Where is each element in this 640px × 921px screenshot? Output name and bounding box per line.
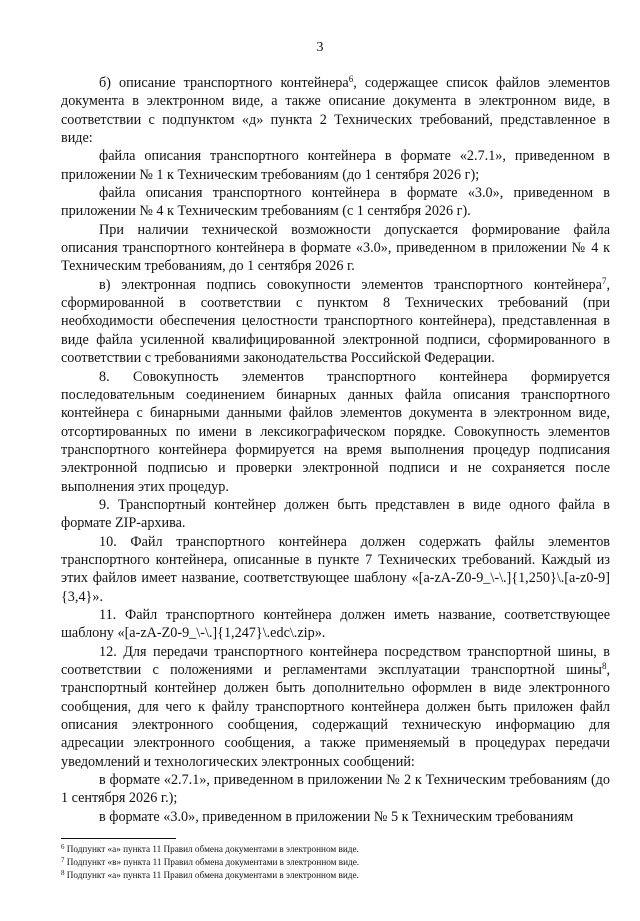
footnotes [61,843,610,882]
paragraph-9: 11. Файл транспортного контейнера должен иметь название, соответствующее шаблону «[a-zA-Z0-9_\-\.]{1,247}\.edc\.zip». [61,606,610,642]
paragraph-4: При наличии технической возможности допускается формирование файла описания транспортного контейнера в формате «3.0», приведенном в приложении № 4 к Техническим требованиям, до 1 сентября 2026 г. [61,221,610,275]
paragraph-10: 12. Для передачи транспортного контейнера посредством транспортной шины, в соответствии с положениями и регламентами эксплуатации транспортной шины$^8$, транспортный контейнер должен быть дополнительно оформлен в виде электронного сообщения, для чего к файлу транспортного контейнера должен быть приложен файл описания электронного сообщения, содержащий техническую информацию для адресации электронного сообщения, а также применяемый в процедурах передачи уведомлений и технологических электронных сообщений: [61,643,610,770]
footnote-ref-6: 6 [348,74,354,84]
paragraph-11: в формате «2.7.1», приведенном в приложении № 2 к Техническим требованиям (до 1 сентября 2026 г.); [61,772,610,807]
paragraph-1: б) описание транспортного контейнера$^6$, содержащее список файлов элементов документа в электронном виде, а также описание документа в электронном виде, в соответствии с подпунктом «д» пункта 2 Технических требований, представленное в виде: [61,74,610,147]
footnote-ref-7: 7 [601,275,607,286]
paragraph-3: файла описания транспортного контейнера в формате «3.0», приведенном в приложении № 4 к Техническим требованиям (с 1 сентября 2026 г). [61,185,610,220]
footnote-separator [61,838,176,839]
page-number: 3 [316,40,324,55]
paragraph-5: в) электронная подпись совокупности элементов транспортного контейнера$^7$, сформированной в соответствии с пунктом 8 Технических требований (при необходимости обеспечения целостности транспортного контейнера), представленная в виде файла усиленной квалифицированной электронной подписи, сформированного в соответствии с требованиями законодательства Российской Федерации. [61,275,610,367]
footnote-ref-8: 8 [601,661,607,671]
paragraph-7: 9. Транспортный контейнер должен быть представлен в виде одного файла в формате ZIP-архива. [61,496,610,532]
footnote-8: $^8$ Подпункт «а» пункта 11 Правил обмена документами в электронном виде. [61,869,359,880]
footnote-7: $^7$ Подпункт «в» пункта 11 Правил обмена документами в электронном виде. [61,856,360,867]
footnote-6: $^6$ Подпункт «а» пункта 11 Правил обмена документами в электронном виде. [61,843,359,854]
document-body [61,74,610,826]
paragraph-6: 8. Совокупность элементов транспортного контейнера формируется последовательным соединением бинарных данных файла описания транспортного контейнера с бинарными данными файлов элементов документа в электронном виде, отсортированных по имени в лексикографическом порядке. Совокупность элементов транспортного контейнера формируется на время выполнения процедур подписания электронной подписью и проверки электронной подписи и не сохраняется после выполнения этих процедур. [61,368,610,495]
paragraph-8: 10. Файл транспортного контейнера должен содержать файлы элементов транспортного контейнера, описанные в пункте 7 Технических требований. Каждый из этих файлов имеет название, соответствующее шаблону «[a-zA-Z0-9_\-\.]{1,250}\.[a-z0-9]{3,4}». [61,533,610,605]
paragraph-12: в формате «3.0», приведенном в приложении № 5 к Техническим требованиям [99,808,574,825]
paragraph-2: файла описания транспортного контейнера в формате «2.7.1», приведенном в приложении № 1 к Техническим требованиям (до 1 сентября 2026 г); [61,148,610,183]
